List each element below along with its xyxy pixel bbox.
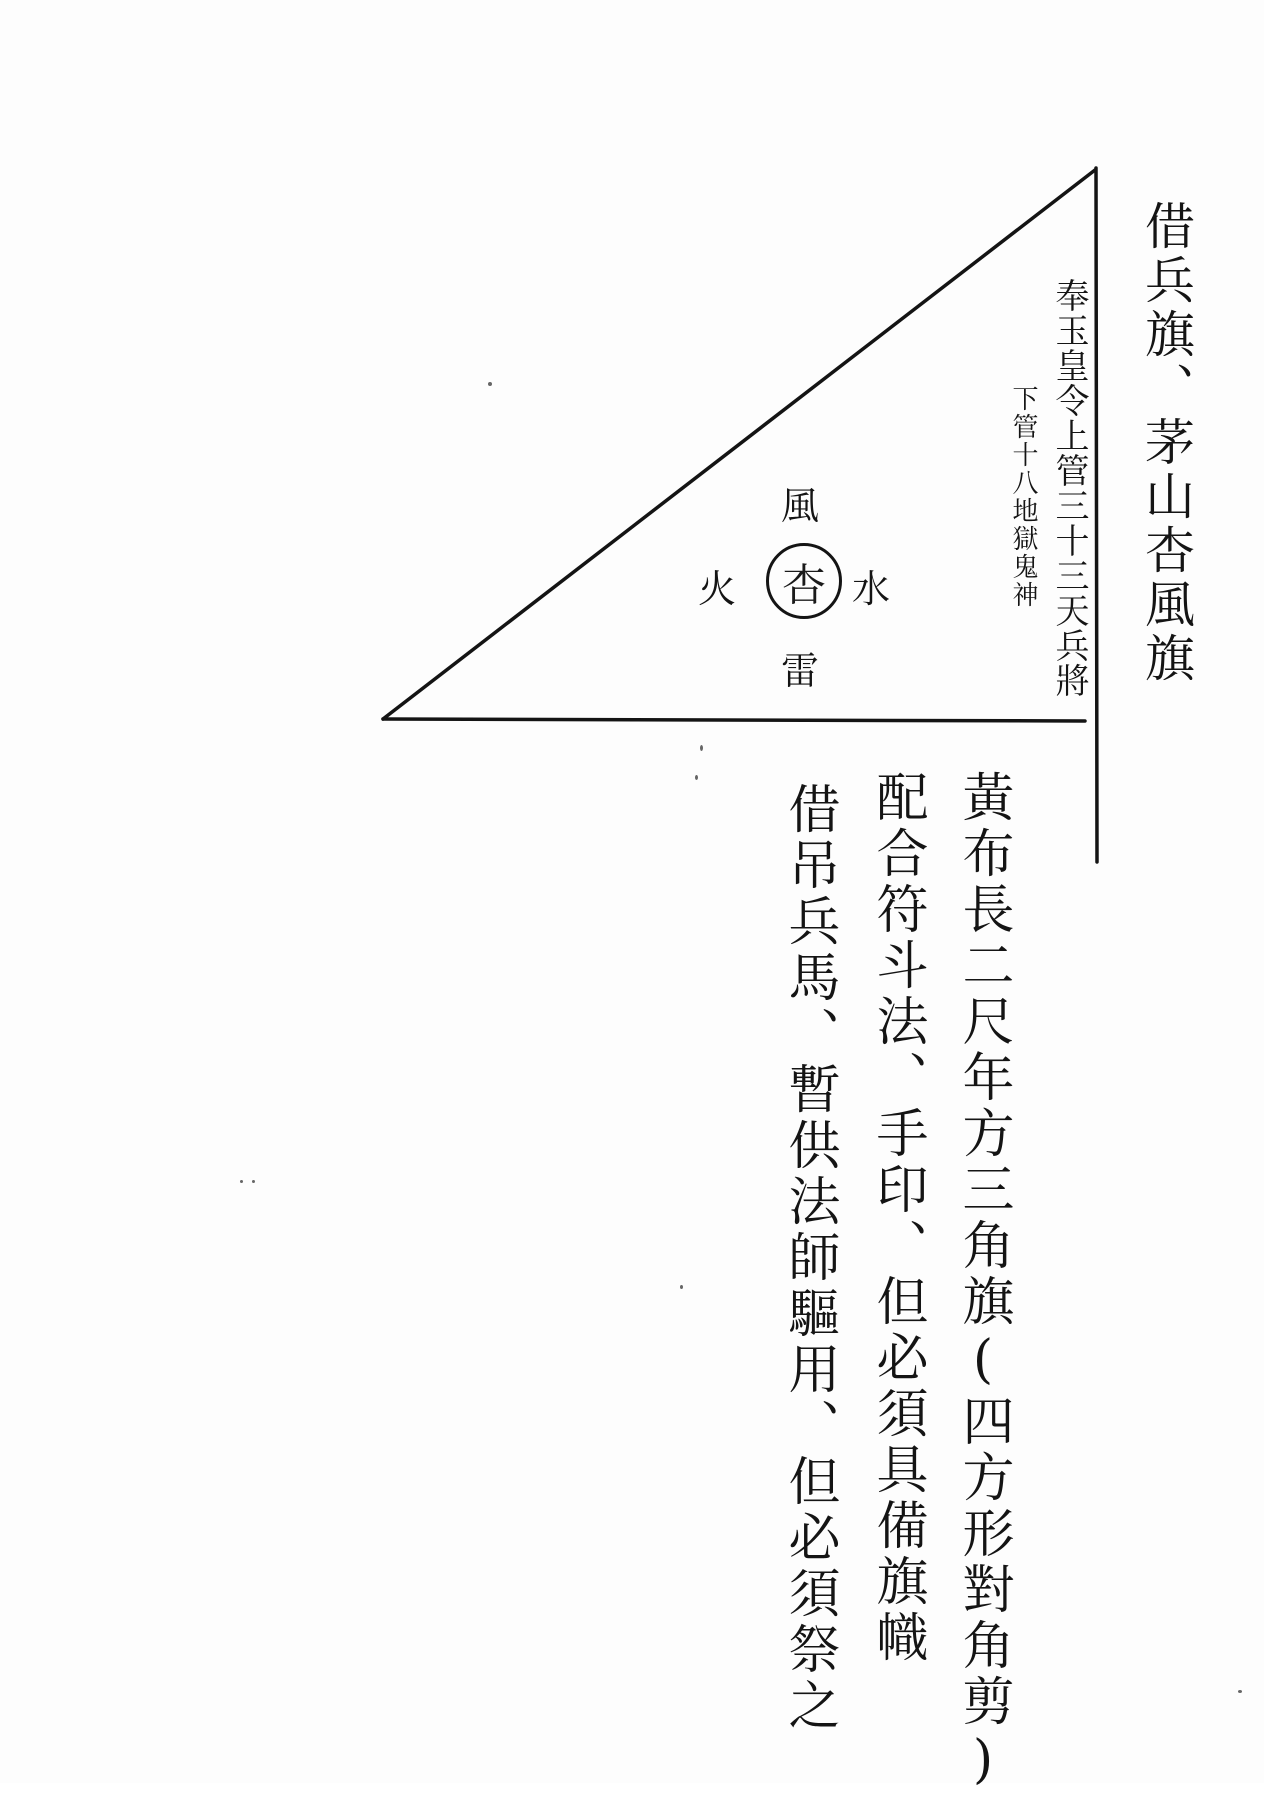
- flag-hypotenuse: [383, 170, 1095, 719]
- flag-inscription-line2: 下管十八地獄鬼神: [1008, 385, 1038, 609]
- flag-direction-bottom: 雷: [781, 649, 820, 693]
- flag-direction-right: 水: [852, 567, 891, 611]
- scan-speck: [252, 1180, 255, 1183]
- scan-speck: [700, 745, 703, 751]
- scan-speck: [240, 1180, 243, 1183]
- flag-bottom-edge: [383, 719, 1085, 721]
- flag-inscription-line1: 奉玉皇令上管三十三天兵將: [1049, 278, 1089, 698]
- note-line-2: 配合符斗法、手印、但必須具備旗幟: [867, 770, 927, 1666]
- flag-center-seal: 杏: [766, 543, 842, 619]
- scan-speck: [1238, 1690, 1242, 1693]
- note-line-3: 借吊兵馬、暫供法師驅用、但必須祭之: [779, 782, 839, 1734]
- flag-direction-top: 風: [781, 484, 820, 528]
- scan-speck: [488, 382, 492, 386]
- scan-speck: [695, 775, 698, 780]
- scan-speck: [680, 1285, 683, 1289]
- flag-pole: [1096, 168, 1097, 862]
- page-title: 借兵旗、茅山杏風旗: [1137, 200, 1195, 686]
- flag-direction-left: 火: [698, 567, 737, 611]
- note-line-1: 黃布長二尺年方三角旗(四方形對角剪): [953, 770, 1013, 1794]
